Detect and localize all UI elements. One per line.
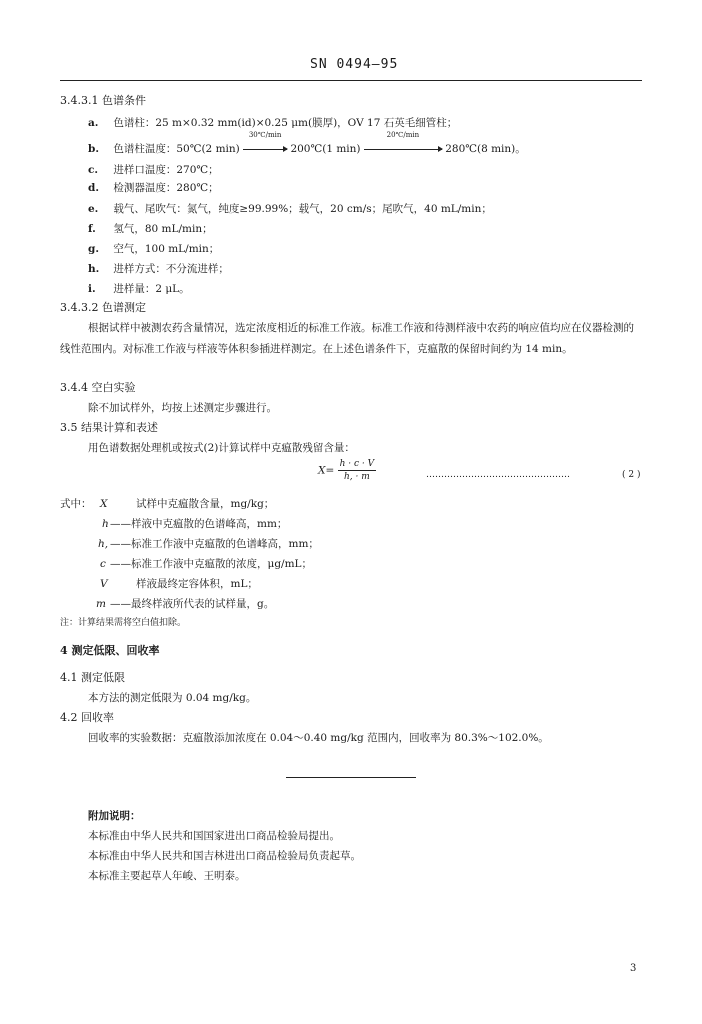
section-3-4-3-2-body: 根据试样中被测农药含量情况，选定浓度相近的标准工作液。标准工作液和待测样液中农药的响应值均应在仪器检测的线性范围内。对标准工作液与样液等体积参插进样测定。在上述色谱条件下，克瘟散的保留时间约为 14 min。 [60, 322, 634, 355]
appendix-line: 本标准由中华人民共和国吉林进出口商品检验局负责起草。 [88, 850, 361, 862]
item-letter: b. [88, 143, 99, 155]
ramp-rate-label: 30℃/min [248, 131, 282, 139]
section-divider [286, 777, 416, 778]
condition-c [88, 163, 219, 177]
def-symbol: h, [98, 538, 109, 550]
condition-h [88, 262, 229, 276]
item-letter: d. [88, 182, 99, 194]
appendix-line: 本标准主要起草人年峻、王明泰。 [88, 870, 246, 882]
def-text: ——最终样液所代表的试样量，g。 [110, 598, 275, 610]
def-symbol: c [100, 558, 106, 570]
item-letter: e. [88, 203, 99, 215]
item-letter: f. [88, 223, 96, 235]
item-text-mid: 200℃(1 min) [290, 143, 361, 155]
condition-g [88, 242, 219, 256]
section-3-4-4-body: 除不加试样外，均按上述测定步骤进行。 [88, 402, 277, 414]
condition-i [88, 282, 190, 296]
section-3-4-3-1-title: 3.4.3.1 色谱条件 [60, 94, 146, 107]
temp-ramp-arrow-2 [364, 131, 442, 156]
def-symbol: V [100, 578, 108, 590]
def-symbol: m [96, 598, 106, 610]
arrow-icon [364, 149, 442, 150]
item-text: 载气、尾吹气：氮气，纯度≥99.99%；载气，20 cm/s；尾吹气，40 mL/min； [113, 203, 492, 215]
item-letter: i. [88, 283, 96, 295]
appendix-line: 本标准由中华人民共和国国家进出口商品检验局提出。 [88, 830, 340, 842]
formula-numerator: h · c · V [339, 459, 375, 469]
def-text: 试样中克瘟散含量，mg/kg； [136, 498, 275, 510]
formula-number: ( 2 ) [622, 470, 641, 480]
condition-e [88, 202, 492, 216]
section-4-1-body: 本方法的测定低限为 0.04 mg/kg。 [88, 692, 257, 704]
section-3-4-4-title: 3.4.4 空白实验 [60, 381, 136, 394]
condition-d [88, 181, 219, 195]
appendix-title: 附加说明： [88, 810, 141, 822]
item-text: 色谱柱：25 m×0.32 mm(id)×0.25 μm(膜厚)，OV 17 石英毛细管柱； [113, 117, 458, 129]
item-text: 检测器温度：280℃； [113, 182, 219, 194]
formula-lhs: X= [318, 464, 335, 477]
condition-b [88, 131, 526, 156]
section-4-title: 4 测定低限、回收率 [60, 644, 160, 657]
item-text: 空气，100 mL/min； [113, 243, 220, 255]
header-rule [60, 80, 642, 81]
calculation-note: 注：计算结果需将空白值扣除。 [60, 618, 187, 628]
def-symbol: h [102, 518, 109, 530]
item-text: 进样量：2 μL。 [113, 283, 190, 295]
ramp-rate-label: 20℃/min [386, 131, 420, 139]
section-4-1-title: 4.1 测定低限 [60, 671, 125, 684]
section-3-5-title: 3.5 结果计算和表述 [60, 421, 158, 434]
item-letter: c. [88, 164, 99, 176]
where-label: 式中： [60, 498, 92, 510]
temp-ramp-arrow-1 [243, 131, 287, 156]
condition-a [88, 116, 457, 130]
formula-leader-dots: ………………………………………… [426, 470, 570, 480]
section-4-2-title: 4.2 回收率 [60, 711, 114, 724]
item-text-start: 色谱柱温度：50℃(2 min) [113, 143, 240, 155]
def-text: ——标准工作液中克瘟散的浓度，μg/mL； [110, 558, 313, 570]
def-symbol: X [100, 498, 108, 510]
item-text: 氢气，80 mL/min； [113, 223, 213, 235]
section-3-4-3-2-title: 3.4.3.2 色谱测定 [60, 301, 146, 314]
formula-denominator: h, · m [343, 472, 370, 483]
formula-fraction [338, 458, 377, 483]
item-letter: a. [88, 117, 99, 129]
section-3-5-body: 用色谱数据处理机或按式(2)计算试样中克瘟散残留含量： [88, 442, 355, 454]
section-4-2-body: 回收率的实验数据：克瘟散添加浓度在 0.04～0.40 mg/kg 范围内，回收率为 80.3%～102.0%。 [88, 732, 549, 744]
item-letter: g. [88, 243, 99, 255]
def-text: ——标准工作液中克瘟散的色谱峰高，mm； [110, 538, 319, 550]
def-text: ——样液中克瘟散的色谱峰高，mm； [110, 518, 288, 530]
formula-2 [318, 458, 376, 483]
page-number: 3 [630, 963, 637, 974]
arrow-icon [243, 149, 287, 150]
def-text: 样液最终定容体积，mL； [136, 578, 258, 590]
item-text: 进样方式：不分流进样； [113, 263, 229, 275]
item-text: 进样口温度：270℃； [113, 164, 219, 176]
item-letter: h. [88, 263, 100, 275]
condition-f [88, 222, 213, 236]
item-text-end: 280℃(8 min)。 [445, 143, 526, 155]
doc-code-header: SN 0494—95 [310, 57, 399, 72]
